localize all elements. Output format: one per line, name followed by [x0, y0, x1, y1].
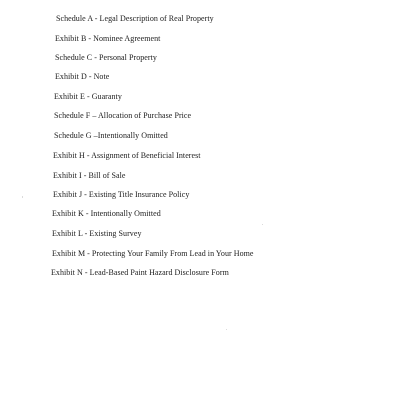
exhibit-item-exhibit-h: Exhibit H - Assignment of Beneficial Interest — [53, 151, 201, 160]
scan-speck — [262, 224, 263, 225]
exhibit-item-schedule-g: Schedule G –Intentionally Omitted — [54, 131, 168, 140]
exhibit-item-exhibit-m: Exhibit M - Protecting Your Family From Lead in Your Home — [52, 249, 254, 258]
exhibit-item-exhibit-j: Exhibit J - Existing Title Insurance Policy — [53, 190, 190, 199]
exhibit-item-schedule-c: Schedule C - Personal Property — [55, 53, 157, 62]
exhibit-item-exhibit-e: Exhibit E - Guaranty — [54, 92, 122, 101]
scan-speck — [22, 196, 23, 198]
exhibit-item-exhibit-b: Exhibit B - Nominee Agreement — [55, 34, 161, 43]
exhibit-item-schedule-a: Schedule A - Legal Description of Real Property — [56, 14, 214, 23]
exhibit-item-exhibit-k: Exhibit K - Intentionally Omitted — [52, 209, 161, 218]
exhibit-item-exhibit-d: Exhibit D - Note — [55, 72, 110, 81]
exhibit-item-exhibit-i: Exhibit I - Bill of Sale — [53, 171, 126, 180]
exhibit-item-schedule-f: Schedule F – Allocation of Purchase Price — [54, 111, 192, 120]
scan-speck — [226, 329, 227, 330]
exhibit-item-exhibit-l: Exhibit L - Existing Survey — [52, 229, 142, 238]
exhibit-item-exhibit-n: Exhibit N - Lead-Based Paint Hazard Disclosure Form — [51, 268, 229, 277]
